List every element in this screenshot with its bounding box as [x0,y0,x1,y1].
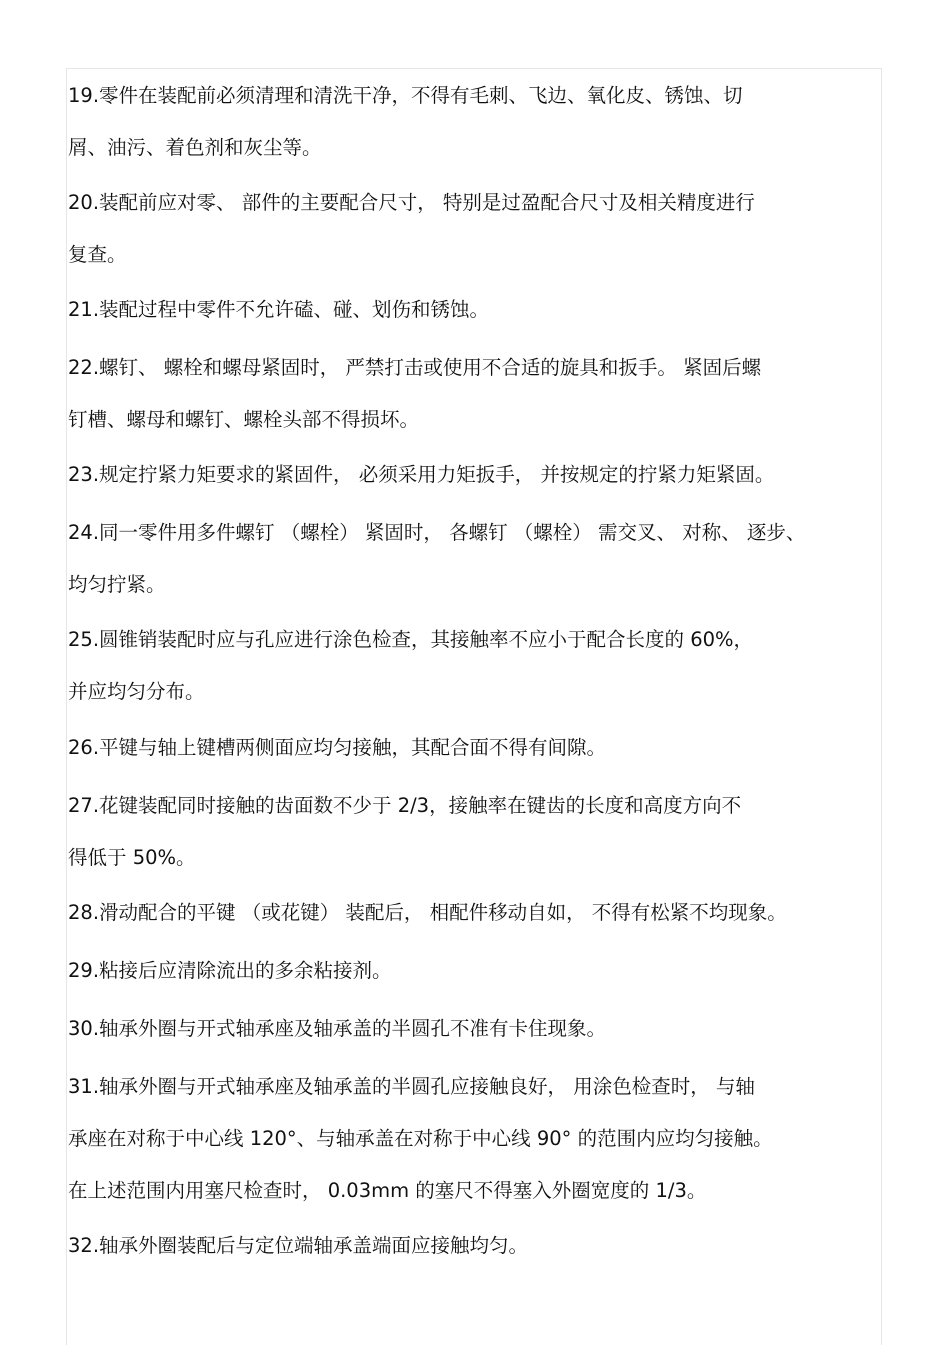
clause-line: 28.滑动配合的平键 （或花键） 装配后， 相配件移动自如， 不得有松紧不均现象。 [68,901,787,924]
clause-22 [68,342,888,446]
clause-line: 屑、油污、着色剂和灰尘等。 [68,136,322,159]
clause-line: 19.零件在装配前必须清理和清洗干净，不得有毛刺、飞边、氧化皮、锈蚀、切 [68,84,743,107]
clause-line: 21.装配过程中零件不允许磕、碰、划伤和锈蚀。 [68,298,490,321]
clause-line: 得低于 50%。 [68,846,196,869]
clause-line: 29.粘接后应清除流出的多余粘接剂。 [68,959,392,982]
clause-24 [68,507,888,611]
clause-31 [68,1061,888,1217]
clause-line: 25.圆锥销装配时应与孔应进行涂色检查，其接触率不应小于配合长度的 60%， [68,628,754,651]
clause-23 [68,449,888,501]
clause-line: 承座在对称于中心线 120°、与轴承盖在对称于中心线 90° 的范围内应均匀接触。 [68,1127,773,1150]
clause-28 [68,887,888,939]
clause-20 [68,177,888,281]
clause-line: 20.装配前应对零、 部件的主要配合尺寸， 特别是过盈配合尺寸及相关精度进行 [68,191,755,214]
clause-line: 并应均匀分布。 [68,680,205,703]
clause-19 [68,70,888,174]
clause-29 [68,945,888,997]
clause-27 [68,780,888,884]
clause-line: 复查。 [68,243,127,266]
clause-line: 31.轴承外圈与开式轴承座及轴承盖的半圆孔应接触良好， 用涂色检查时， 与轴 [68,1075,755,1098]
clause-32 [68,1220,888,1272]
clause-line: 30.轴承外圈与开式轴承座及轴承盖的半圆孔不准有卡住现象。 [68,1017,607,1040]
clause-line: 在上述范围内用塞尺检查时， 0.03mm 的塞尺不得塞入外圈宽度的 1/3。 [68,1179,707,1202]
clause-line: 22.螺钉、 螺栓和螺母紧固时， 严禁打击或使用不合适的旋具和扳手。 紧固后螺 [68,356,762,379]
clause-line: 钉槽、螺母和螺钉、螺栓头部不得损坏。 [68,408,420,431]
clause-line: 均匀拧紧。 [68,573,166,596]
clause-line: 24.同一零件用多件螺钉 （螺栓） 紧固时， 各螺钉 （螺栓） 需交叉、 对称、 逐步、 [68,521,806,544]
clause-line: 27.花键装配同时接触的齿面数不少于 2/3，接触率在键齿的长度和高度方向不 [68,794,742,817]
clause-30 [68,1003,888,1055]
clause-25 [68,614,888,718]
clause-line: 26.平键与轴上键槽两侧面应均匀接触，其配合面不得有间隙。 [68,736,607,759]
clause-line: 23.规定拧紧力矩要求的紧固件， 必须采用力矩扳手， 并按规定的拧紧力矩紧固。 [68,463,775,486]
clause-21 [68,284,888,336]
clause-line: 32.轴承外圈装配后与定位端轴承盖端面应接触均匀。 [68,1234,529,1257]
clause-26 [68,722,888,774]
